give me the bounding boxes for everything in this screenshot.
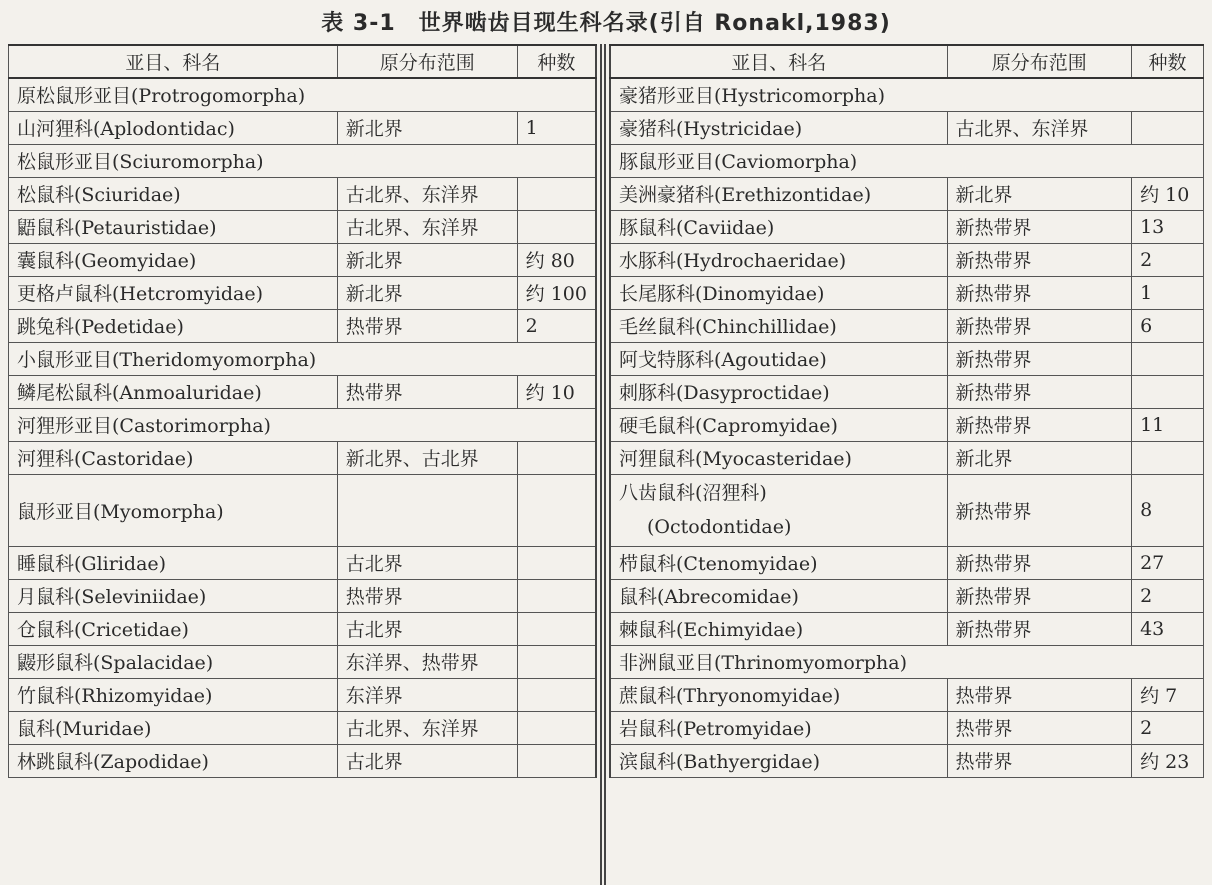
range-cell: 新热带界 bbox=[947, 408, 1132, 441]
range-cell: 热带界 bbox=[947, 711, 1132, 744]
range-cell: 热带界 bbox=[947, 678, 1132, 711]
family-row bbox=[610, 474, 1204, 546]
family-name: 囊鼠科(Geomyidae) bbox=[9, 243, 338, 276]
family-name: 鼠科(Abrecomidae) bbox=[610, 579, 947, 612]
table-divider bbox=[600, 44, 606, 885]
count-cell: 约 100 bbox=[517, 276, 596, 309]
count-cell: 2 bbox=[517, 309, 596, 342]
family-row bbox=[610, 309, 1204, 342]
count-cell bbox=[1132, 342, 1204, 375]
range-cell: 新热带界 bbox=[947, 342, 1132, 375]
range-cell: 新热带界 bbox=[947, 546, 1132, 579]
header-row bbox=[9, 45, 597, 78]
suborder-row bbox=[9, 144, 597, 177]
count-cell: 27 bbox=[1132, 546, 1204, 579]
family-name: 更格卢鼠科(Hetcromyidae) bbox=[9, 276, 338, 309]
header-range: 原分布范围 bbox=[947, 45, 1132, 78]
left-table-body bbox=[9, 78, 597, 777]
family-row bbox=[9, 645, 597, 678]
range-cell: 古北界、东洋界 bbox=[337, 711, 517, 744]
range-cell: 新热带界 bbox=[947, 309, 1132, 342]
family-name: 河狸鼠科(Myocasteridae) bbox=[610, 441, 947, 474]
family-name: 跳兔科(Pedetidae) bbox=[9, 309, 338, 342]
family-row bbox=[610, 375, 1204, 408]
table-caption: 表 3-1 世界啮齿目现生科名录(引自 Ronakl,1983) bbox=[321, 11, 891, 36]
count-cell bbox=[517, 744, 596, 777]
count-cell: 6 bbox=[1132, 309, 1204, 342]
family-row bbox=[610, 678, 1204, 711]
count-cell: 1 bbox=[517, 111, 596, 144]
count-cell bbox=[517, 441, 596, 474]
family-row bbox=[9, 579, 597, 612]
family-row bbox=[9, 210, 597, 243]
count-cell: 约 10 bbox=[517, 375, 596, 408]
suborder-row bbox=[9, 78, 597, 111]
range-cell: 新热带界 bbox=[947, 276, 1132, 309]
family-name: 水豚科(Hydrochaeridae) bbox=[610, 243, 947, 276]
family-row bbox=[9, 375, 597, 408]
family-row bbox=[9, 111, 597, 144]
family-row bbox=[9, 744, 597, 777]
range-cell: 热带界 bbox=[947, 744, 1132, 777]
header-name: 亚目、科名 bbox=[9, 45, 338, 78]
count-cell: 13 bbox=[1132, 210, 1204, 243]
family-name: 蔗鼠科(Thryonomyidae) bbox=[610, 678, 947, 711]
family-name: 棘鼠科(Echimyidae) bbox=[610, 612, 947, 645]
header-range: 原分布范围 bbox=[337, 45, 517, 78]
family-row bbox=[610, 243, 1204, 276]
range-cell: 古北界 bbox=[337, 744, 517, 777]
range-cell: 古北界、东洋界 bbox=[337, 177, 517, 210]
family-row bbox=[610, 546, 1204, 579]
family-row bbox=[610, 408, 1204, 441]
family-row bbox=[610, 744, 1204, 777]
family-name: 阿戈特豚科(Agoutidae) bbox=[610, 342, 947, 375]
family-name: 松鼠科(Sciuridae) bbox=[9, 177, 338, 210]
count-cell: 约 80 bbox=[517, 243, 596, 276]
family-row bbox=[9, 243, 597, 276]
range-cell: 古北界 bbox=[337, 546, 517, 579]
right-table bbox=[609, 44, 1204, 778]
count-cell: 8 bbox=[1132, 474, 1204, 546]
suborder-name: 非洲鼠亚目(Thrinomyomorpha) bbox=[610, 645, 1204, 678]
family-row bbox=[610, 579, 1204, 612]
left-table bbox=[8, 44, 597, 778]
range-cell: 新北界 bbox=[337, 243, 517, 276]
count-cell: 2 bbox=[1132, 579, 1204, 612]
range-cell bbox=[337, 474, 517, 546]
count-cell: 约 10 bbox=[1132, 177, 1204, 210]
suborder-name: 原松鼠形亚目(Protrogomorpha) bbox=[9, 78, 597, 111]
family-name: 岩鼠科(Petromyidae) bbox=[610, 711, 947, 744]
suborder-name: 河狸形亚目(Castorimorpha) bbox=[9, 408, 597, 441]
count-cell bbox=[517, 645, 596, 678]
family-name: 河狸科(Castoridae) bbox=[9, 441, 338, 474]
range-cell: 新北界 bbox=[337, 111, 517, 144]
count-cell bbox=[517, 678, 596, 711]
count-cell bbox=[517, 210, 596, 243]
range-cell: 东洋界、热带界 bbox=[337, 645, 517, 678]
range-cell: 新热带界 bbox=[947, 243, 1132, 276]
family-name: 仓鼠科(Cricetidae) bbox=[9, 612, 338, 645]
family-name: 豪猪科(Hystricidae) bbox=[610, 111, 947, 144]
family-name: 鼯鼠科(Petauristidae) bbox=[9, 210, 338, 243]
count-cell bbox=[517, 579, 596, 612]
header-count: 种数 bbox=[1132, 45, 1204, 78]
family-name: 竹鼠科(Rhizomyidae) bbox=[9, 678, 338, 711]
family-name: 睡鼠科(Gliridae) bbox=[9, 546, 338, 579]
range-cell: 古北界、东洋界 bbox=[947, 111, 1132, 144]
family-row bbox=[9, 441, 597, 474]
right-table-body bbox=[610, 78, 1204, 777]
count-cell: 1 bbox=[1132, 276, 1204, 309]
range-cell: 热带界 bbox=[337, 309, 517, 342]
family-row bbox=[610, 276, 1204, 309]
family-row bbox=[610, 342, 1204, 375]
count-cell bbox=[1132, 441, 1204, 474]
header-row bbox=[610, 45, 1204, 78]
family-name: 豚鼠科(Caviidae) bbox=[610, 210, 947, 243]
family-name: 山河狸科(Aplodontidac) bbox=[9, 111, 338, 144]
family-row bbox=[9, 711, 597, 744]
suborder-row bbox=[610, 144, 1204, 177]
family-row bbox=[9, 612, 597, 645]
range-cell: 新热带界 bbox=[947, 474, 1132, 546]
suborder-row bbox=[9, 342, 597, 375]
suborder-row bbox=[610, 78, 1204, 111]
family-name: 刺豚科(Dasyproctidae) bbox=[610, 375, 947, 408]
range-cell: 古北界、东洋界 bbox=[337, 210, 517, 243]
family-name: 长尾豚科(Dinomyidae) bbox=[610, 276, 947, 309]
suborder-name: 鼠形亚目(Myomorpha) bbox=[9, 474, 338, 546]
family-row bbox=[610, 711, 1204, 744]
range-cell: 古北界 bbox=[337, 612, 517, 645]
range-cell: 新北界 bbox=[947, 177, 1132, 210]
family-row bbox=[610, 612, 1204, 645]
count-cell: 约 7 bbox=[1132, 678, 1204, 711]
count-cell bbox=[1132, 111, 1204, 144]
family-name: 栉鼠科(Ctenomyidae) bbox=[610, 546, 947, 579]
range-cell: 新北界 bbox=[947, 441, 1132, 474]
count-cell: 2 bbox=[1132, 711, 1204, 744]
suborder-name: 小鼠形亚目(Theridomyomorpha) bbox=[9, 342, 597, 375]
suborder-name: 松鼠形亚目(Sciuromorpha) bbox=[9, 144, 597, 177]
family-name: 林跳鼠科(Zapodidae) bbox=[9, 744, 338, 777]
family-row bbox=[610, 177, 1204, 210]
count-cell: 11 bbox=[1132, 408, 1204, 441]
count-cell: 约 23 bbox=[1132, 744, 1204, 777]
family-row bbox=[610, 210, 1204, 243]
count-cell bbox=[1132, 375, 1204, 408]
suborder-name: 豪猪形亚目(Hystricomorpha) bbox=[610, 78, 1204, 111]
family-row bbox=[9, 177, 597, 210]
range-cell: 新北界 bbox=[337, 276, 517, 309]
range-cell: 新热带界 bbox=[947, 612, 1132, 645]
range-cell: 新北界、古北界 bbox=[337, 441, 517, 474]
range-cell: 新热带界 bbox=[947, 210, 1132, 243]
family-name: 鼠科(Muridae) bbox=[9, 711, 338, 744]
count-cell bbox=[517, 474, 596, 546]
family-row bbox=[610, 441, 1204, 474]
count-cell bbox=[517, 612, 596, 645]
range-cell: 热带界 bbox=[337, 579, 517, 612]
family-name: 美洲豪猪科(Erethizontidae) bbox=[610, 177, 947, 210]
family-row bbox=[610, 111, 1204, 144]
family-row bbox=[9, 309, 597, 342]
family-name: 硬毛鼠科(Capromyidae) bbox=[610, 408, 947, 441]
family-row bbox=[9, 546, 597, 579]
family-name-line2: (Octodontidae) bbox=[647, 516, 792, 538]
count-cell bbox=[517, 711, 596, 744]
suborder-row bbox=[610, 645, 1204, 678]
header-count: 种数 bbox=[517, 45, 596, 78]
family-name: 月鼠科(Seleviniidae) bbox=[9, 579, 338, 612]
count-cell: 2 bbox=[1132, 243, 1204, 276]
family-name: 鼹形鼠科(Spalacidae) bbox=[9, 645, 338, 678]
family-name: 滨鼠科(Bathyergidae) bbox=[610, 744, 947, 777]
count-cell: 43 bbox=[1132, 612, 1204, 645]
family-row bbox=[9, 276, 597, 309]
count-cell bbox=[517, 177, 596, 210]
suborder-row bbox=[9, 408, 597, 441]
family-row bbox=[9, 678, 597, 711]
range-cell: 热带界 bbox=[337, 375, 517, 408]
family-name: 鳞尾松鼠科(Anmoaluridae) bbox=[9, 375, 338, 408]
family-name-line1: 八齿鼠科(沼狸科) bbox=[619, 482, 767, 504]
suborder-name: 豚鼠形亚目(Caviomorpha) bbox=[610, 144, 1204, 177]
header-name: 亚目、科名 bbox=[610, 45, 947, 78]
count-cell bbox=[517, 546, 596, 579]
range-cell: 新热带界 bbox=[947, 375, 1132, 408]
family-name bbox=[610, 474, 947, 546]
range-cell: 东洋界 bbox=[337, 678, 517, 711]
family-name: 毛丝鼠科(Chinchillidae) bbox=[610, 309, 947, 342]
range-cell: 新热带界 bbox=[947, 579, 1132, 612]
suborder-row bbox=[9, 474, 597, 546]
